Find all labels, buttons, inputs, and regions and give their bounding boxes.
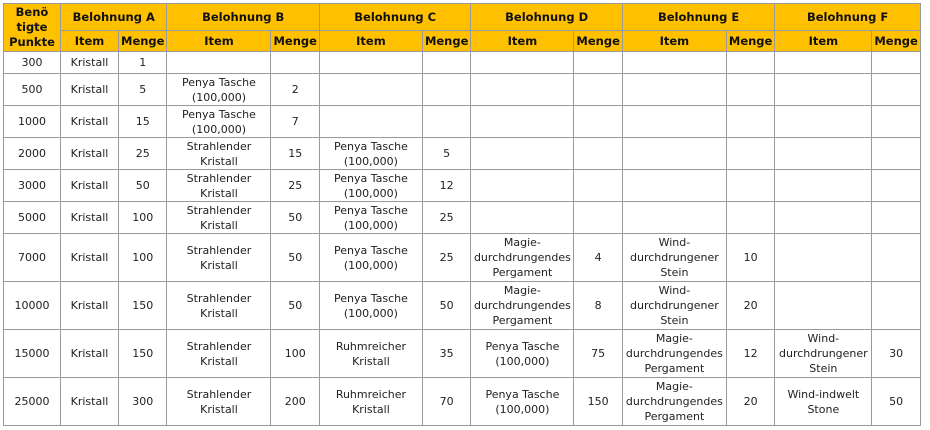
menge-cell: 5 (119, 74, 167, 106)
item-cell: Kristall (61, 330, 119, 378)
item-cell (775, 106, 872, 138)
item-cell (622, 202, 726, 234)
menge-cell (271, 52, 319, 74)
menge-cell: 2 (271, 74, 319, 106)
points-cell: 1000 (4, 106, 61, 138)
points-cell: 2000 (4, 138, 61, 170)
menge-cell (574, 52, 622, 74)
item-cell: Ruhmreicher Kristall (319, 378, 422, 426)
item-cell: Strahlender Kristall (167, 378, 271, 426)
menge-cell (726, 202, 774, 234)
item-cell: Penya Tasche (100,000) (319, 234, 422, 282)
item-cell (622, 170, 726, 202)
menge-cell: 15 (119, 106, 167, 138)
item-cell (775, 202, 872, 234)
table-row (4, 170, 921, 202)
table-row (4, 202, 921, 234)
header-menge: Menge (574, 31, 622, 52)
header-item: Item (61, 31, 119, 52)
item-cell (775, 170, 872, 202)
menge-cell (574, 106, 622, 138)
table-row (4, 330, 921, 378)
header-row-groups (4, 4, 921, 31)
header-group-a: Belohnung A (61, 4, 167, 31)
table-row (4, 52, 921, 74)
item-cell: Kristall (61, 74, 119, 106)
menge-cell: 12 (726, 330, 774, 378)
item-cell: Penya Tasche (100,000) (471, 378, 574, 426)
menge-cell: 70 (422, 378, 470, 426)
menge-cell (726, 106, 774, 138)
menge-cell: 200 (271, 378, 319, 426)
points-cell: 25000 (4, 378, 61, 426)
item-cell: Strahlender Kristall (167, 330, 271, 378)
menge-cell (726, 138, 774, 170)
item-cell (622, 52, 726, 74)
menge-cell: 100 (119, 202, 167, 234)
menge-cell: 1 (119, 52, 167, 74)
menge-cell (574, 202, 622, 234)
item-cell (319, 74, 422, 106)
item-cell: Wind-durchdrungener Stein (775, 330, 872, 378)
item-cell: Strahlender Kristall (167, 138, 271, 170)
menge-cell: 30 (872, 330, 920, 378)
item-cell: Wind-durchdrungener Stein (622, 234, 726, 282)
item-cell: Strahlender Kristall (167, 282, 271, 330)
item-cell: Penya Tasche (100,000) (167, 74, 271, 106)
menge-cell: 50 (271, 202, 319, 234)
item-cell: Penya Tasche (100,000) (319, 170, 422, 202)
points-cell: 10000 (4, 282, 61, 330)
menge-cell: 50 (872, 378, 920, 426)
item-cell: Kristall (61, 378, 119, 426)
points-cell: 500 (4, 74, 61, 106)
header-item: Item (471, 31, 574, 52)
menge-cell (574, 138, 622, 170)
menge-cell: 300 (119, 378, 167, 426)
menge-cell: 150 (574, 378, 622, 426)
item-cell (775, 282, 872, 330)
header-item: Item (775, 31, 872, 52)
rewards-table (3, 3, 921, 426)
menge-cell: 150 (119, 330, 167, 378)
header-menge: Menge (271, 31, 319, 52)
points-cell: 3000 (4, 170, 61, 202)
item-cell (775, 138, 872, 170)
menge-cell: 5 (422, 138, 470, 170)
item-cell: Strahlender Kristall (167, 202, 271, 234)
menge-cell: 50 (271, 234, 319, 282)
menge-cell (422, 106, 470, 138)
item-cell (471, 170, 574, 202)
menge-cell: 50 (422, 282, 470, 330)
menge-cell: 25 (422, 234, 470, 282)
points-cell: 7000 (4, 234, 61, 282)
item-cell: Wind-indwelt Stone (775, 378, 872, 426)
item-cell: Strahlender Kristall (167, 170, 271, 202)
menge-cell (872, 106, 920, 138)
item-cell: Kristall (61, 202, 119, 234)
item-cell: Penya Tasche (100,000) (319, 202, 422, 234)
item-cell: Penya Tasche (100,000) (471, 330, 574, 378)
menge-cell: 7 (271, 106, 319, 138)
item-cell: Magie-durchdrungendes Pergament (471, 282, 574, 330)
item-cell (471, 106, 574, 138)
menge-cell: 15 (271, 138, 319, 170)
item-cell: Kristall (61, 106, 119, 138)
header-menge: Menge (119, 31, 167, 52)
menge-cell (422, 74, 470, 106)
points-cell: 15000 (4, 330, 61, 378)
menge-cell: 4 (574, 234, 622, 282)
item-cell (471, 138, 574, 170)
item-cell: Magie-durchdrungendes Pergament (622, 330, 726, 378)
header-item: Item (167, 31, 271, 52)
table-row (4, 282, 921, 330)
item-cell (775, 52, 872, 74)
menge-cell (872, 202, 920, 234)
menge-cell (872, 52, 920, 74)
item-cell (622, 106, 726, 138)
item-cell: Kristall (61, 138, 119, 170)
header-item: Item (622, 31, 726, 52)
table-row (4, 106, 921, 138)
item-cell: Strahlender Kristall (167, 234, 271, 282)
header-points: Benö tigte Punkte (4, 4, 61, 52)
menge-cell (872, 282, 920, 330)
menge-cell: 50 (119, 170, 167, 202)
item-cell (471, 52, 574, 74)
table-row (4, 378, 921, 426)
header-group-e: Belohnung E (622, 4, 774, 31)
item-cell: Penya Tasche (100,000) (167, 106, 271, 138)
menge-cell: 8 (574, 282, 622, 330)
item-cell (471, 74, 574, 106)
menge-cell: 10 (726, 234, 774, 282)
menge-cell (872, 234, 920, 282)
table-row (4, 74, 921, 106)
menge-cell: 12 (422, 170, 470, 202)
menge-cell (726, 74, 774, 106)
item-cell (471, 202, 574, 234)
header-group-f: Belohnung F (775, 4, 920, 31)
item-cell: Kristall (61, 52, 119, 74)
header-item: Item (319, 31, 422, 52)
menge-cell: 25 (422, 202, 470, 234)
header-group-d: Belohnung D (471, 4, 622, 31)
item-cell (167, 52, 271, 74)
item-cell: Kristall (61, 282, 119, 330)
menge-cell (574, 74, 622, 106)
item-cell (622, 138, 726, 170)
menge-cell: 20 (726, 282, 774, 330)
item-cell (319, 106, 422, 138)
item-cell: Penya Tasche (100,000) (319, 138, 422, 170)
menge-cell: 75 (574, 330, 622, 378)
header-menge: Menge (422, 31, 470, 52)
menge-cell: 25 (271, 170, 319, 202)
menge-cell (726, 52, 774, 74)
item-cell (319, 52, 422, 74)
item-cell (775, 234, 872, 282)
menge-cell (574, 170, 622, 202)
item-cell: Wind-durchdrungener Stein (622, 282, 726, 330)
menge-cell (872, 74, 920, 106)
menge-cell (872, 138, 920, 170)
menge-cell: 100 (271, 330, 319, 378)
item-cell (775, 74, 872, 106)
menge-cell (422, 52, 470, 74)
item-cell: Magie-durchdrungendes Pergament (471, 234, 574, 282)
menge-cell: 35 (422, 330, 470, 378)
header-row-columns (4, 31, 921, 52)
header-menge: Menge (726, 31, 774, 52)
table-row (4, 138, 921, 170)
menge-cell: 50 (271, 282, 319, 330)
menge-cell: 100 (119, 234, 167, 282)
points-cell: 5000 (4, 202, 61, 234)
menge-cell: 20 (726, 378, 774, 426)
item-cell: Kristall (61, 234, 119, 282)
table-row (4, 234, 921, 282)
item-cell: Kristall (61, 170, 119, 202)
menge-cell: 25 (119, 138, 167, 170)
menge-cell: 150 (119, 282, 167, 330)
menge-cell (872, 170, 920, 202)
item-cell (622, 74, 726, 106)
menge-cell (726, 170, 774, 202)
header-group-c: Belohnung C (319, 4, 470, 31)
header-menge: Menge (872, 31, 920, 52)
item-cell: Magie-durchdrungendes Pergament (622, 378, 726, 426)
points-cell: 300 (4, 52, 61, 74)
item-cell: Penya Tasche (100,000) (319, 282, 422, 330)
header-group-b: Belohnung B (167, 4, 319, 31)
item-cell: Ruhmreicher Kristall (319, 330, 422, 378)
